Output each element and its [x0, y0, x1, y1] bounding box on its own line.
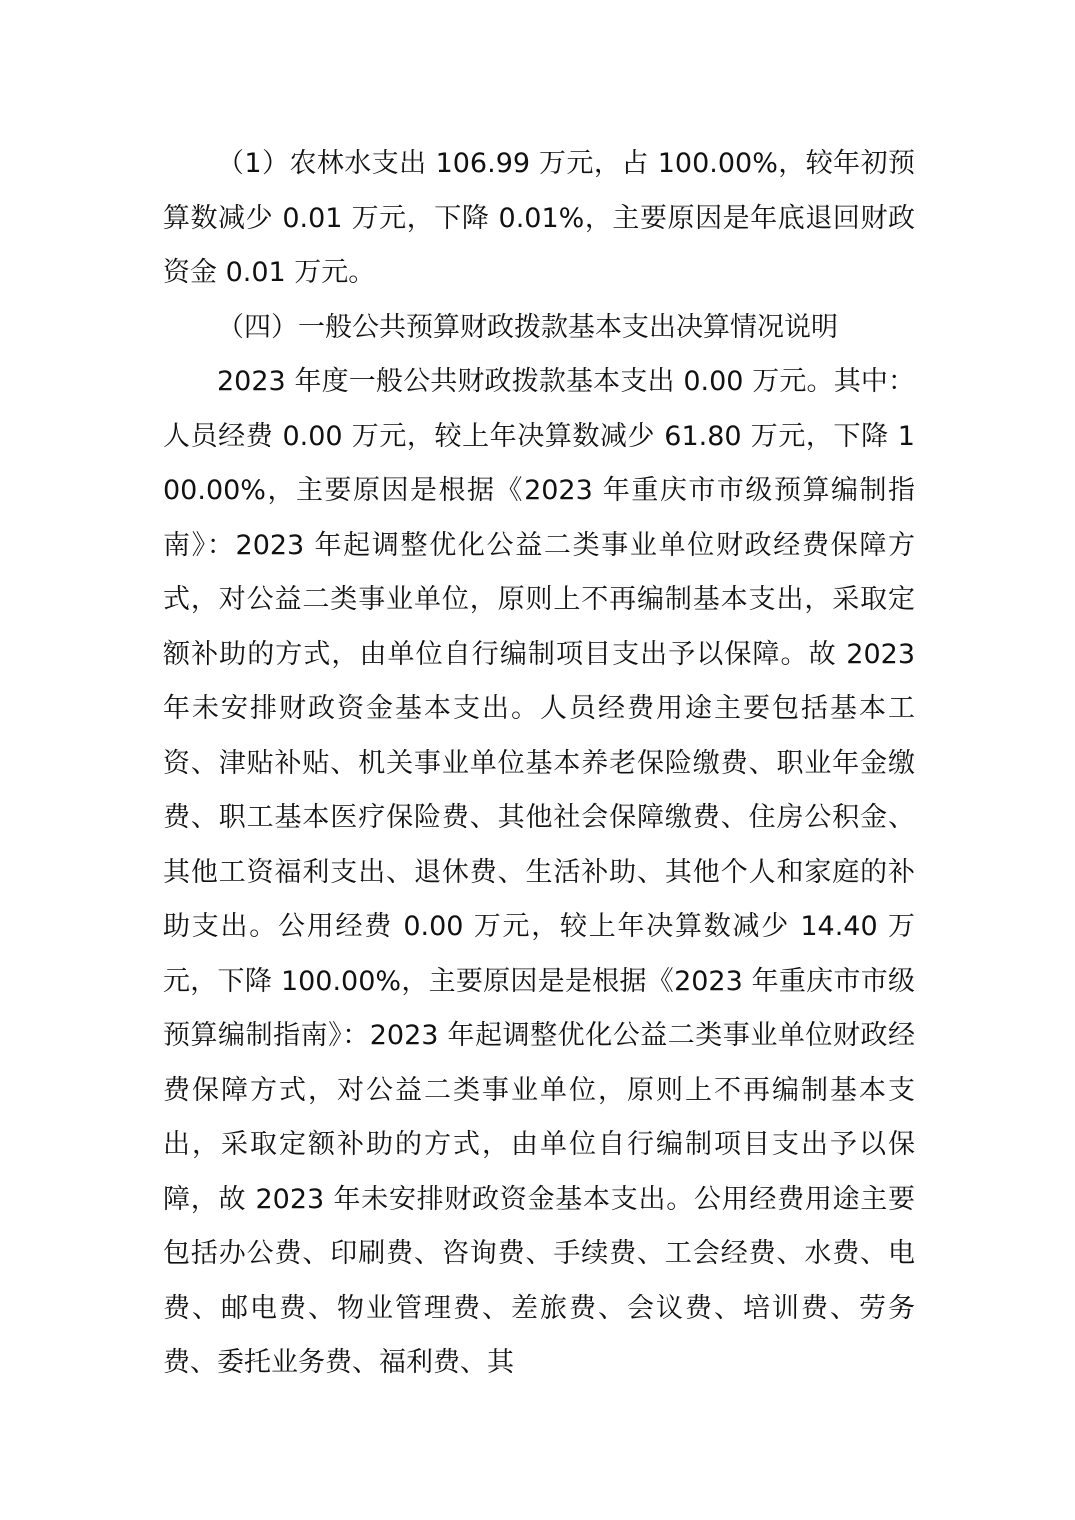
section-heading-basic-expense: （四）一般公共预算财政拨款基本支出决算情况说明 [217, 311, 838, 343]
body-text [163, 137, 915, 1391]
paragraph-basic-expense-detail: 2023 年度一般公共财政拨款基本支出 0.00 万元。其中：人员经费 0.00 万元，较上年决算数减少 61.80 万元，下降 100.00%，主要原因是根据《2023 年重庆市市级预算编制指南》：2023 年起调整优化公益二类事业单位财政经费保障方式，对公益二类事业单位，原则上不再编制基本支出，采取定额补助的方式，由单位自行编制项目支出予以保障。故 2023 年未安排财政资金基本支出。人员经费用途主要包括基本工资、津贴补贴、机关事业单位基本养老保险缴费、职业年金缴费、职工基本医疗保险费、其他社会保障缴费、住房公积金、其他工资福利支出、退休费、生活补助、其他个人和家庭的补助支出。公用经费 0.00 万元，较上年决算数减少 14.40 万元，下降 100.00%，主要原因是是根据《2023 年重庆市市级预算编制指南》：2023 年起调整优化公益二类事业单位财政经费保障方式，对公益二类事业单位，原则上不再编制基本支出，采取定额补助的方式，由单位自行编制项目支出予以保障，故 2023 年未安排财政资金基本支出。公用经费用途主要包括办公费、印刷费、咨询费、手续费、工会经费、水费、电费、邮电费、物业管理费、差旅费、会议费、培训费、劳务费、委托业务费、福利费、其 [163, 366, 915, 1378]
paragraph-agriculture-expense: （1）农林水支出 106.99 万元，占 100.00%，较年初预算数减少 0.01 万元，下降 0.01%，主要原因是年底退回财政资金 0.01 万元。 [163, 148, 915, 288]
